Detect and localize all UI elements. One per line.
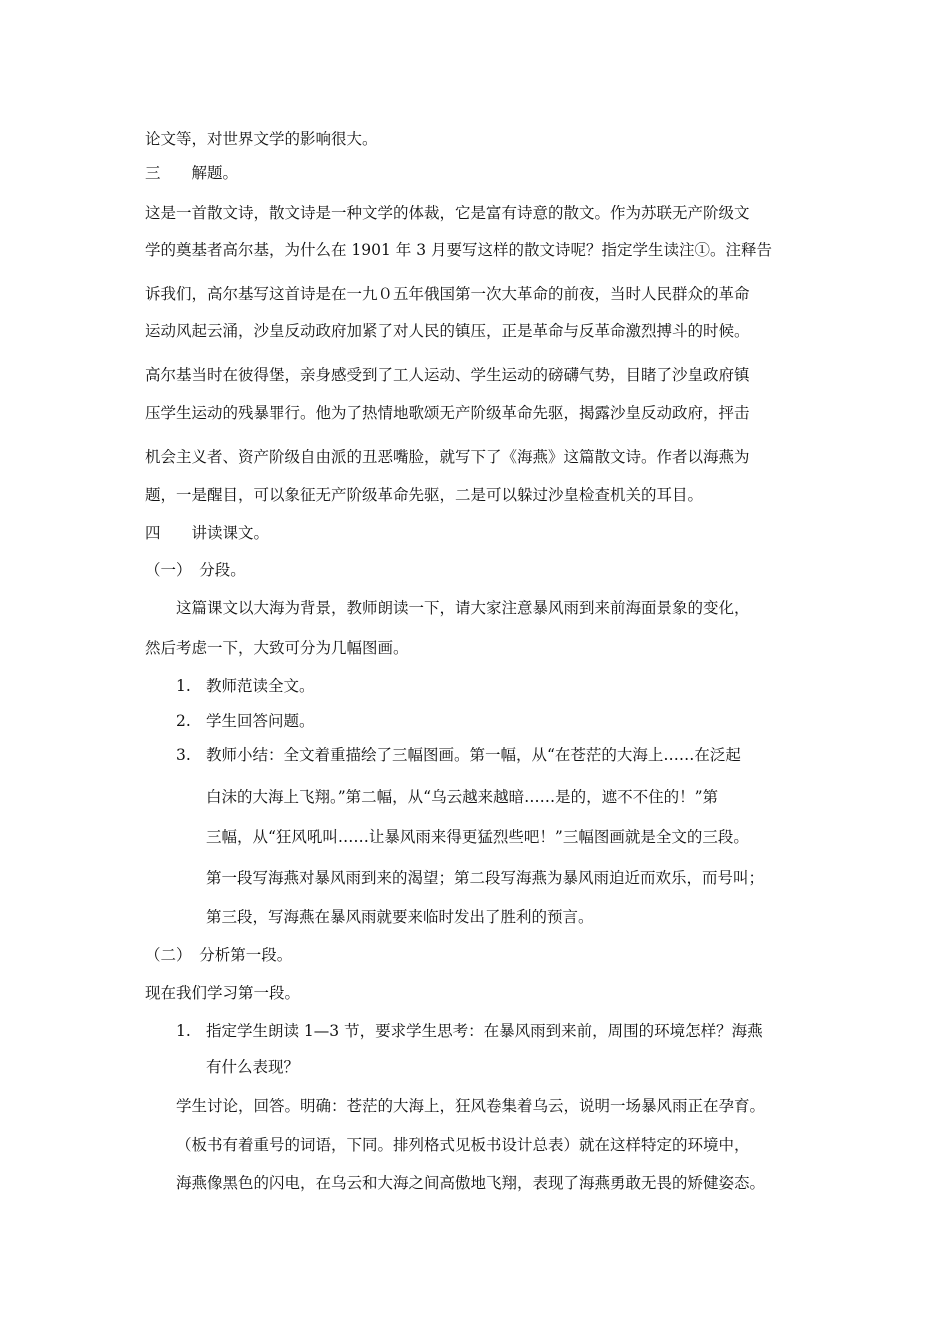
text-line: 现在我们学习第一段。 xyxy=(145,984,301,1002)
section-heading: 三 解题。 xyxy=(145,164,239,182)
section-heading: 四 讲读课文。 xyxy=(145,524,270,542)
text-line: 学的奠基者高尔基，为什么在 1901 年 3 月要写这样的散文诗呢？指定学生读注①。注释告 xyxy=(145,241,773,259)
list-item: 学生回答问题。 xyxy=(206,712,315,730)
text-line: 机会主义者、资产阶级自由派的丑恶嘴脸，就写下了《海燕》这篇散文诗。作者以海燕为 xyxy=(145,448,750,466)
list-item: 指定学生朗读 1—3 节，要求学生思考：在暴风雨到来前，周围的环境怎样？海燕 xyxy=(206,1022,763,1040)
text-line: 这篇课文以大海为背景，教师朗读一下，请大家注意暴风雨到来前海面景象的变化， xyxy=(176,599,750,617)
text-line: 题，一是醒目，可以象征无产阶级革命先驱，二是可以躲过沙皇检查机关的耳目。 xyxy=(145,486,704,504)
subsection-heading: （二） 分析第一段。 xyxy=(145,946,293,964)
list-item-continued: 有什么表现？ xyxy=(206,1058,300,1076)
subsection-heading: （一） 分段。 xyxy=(145,561,246,579)
list-item: 教师小结：全文着重描绘了三幅图画。第一幅，从“在苍茫的大海上……在泛起 xyxy=(206,746,741,764)
list-item-continued: 第一段写海燕对暴风雨到来的渴望；第二段写海燕为暴风雨迫近而欢乐，而号叫； xyxy=(206,869,765,887)
list-number: 2. xyxy=(176,712,191,730)
text-line: 论文等，对世界文学的影响很大。 xyxy=(145,130,378,148)
text-line: （板书有着重号的词语，下同。排列格式见板书设计总表）就在这样特定的环境中， xyxy=(176,1136,750,1154)
text-line: 海燕像黑色的闪电，在乌云和大海之间高傲地飞翔，表现了海燕勇敢无畏的矫健姿态。 xyxy=(176,1174,766,1192)
text-line: 高尔基当时在彼得堡，亲身感受到了工人运动、学生运动的磅礴气势，目睹了沙皇政府镇 xyxy=(145,366,750,384)
text-line: 学生讨论，回答。明确：苍茫的大海上，狂风卷集着乌云，说明一场暴风雨正在孕育。 xyxy=(176,1097,766,1115)
list-number: 1. xyxy=(176,1022,191,1040)
list-item-continued: 第三段，写海燕在暴风雨就要来临时发出了胜利的预言。 xyxy=(206,908,594,926)
list-number: 1. xyxy=(176,677,191,695)
list-number: 3. xyxy=(176,746,191,764)
text-line: 运动风起云涌，沙皇反动政府加紧了对人民的镇压，正是革命与反革命激烈搏斗的时候。 xyxy=(145,322,750,340)
text-line: 然后考虑一下，大致可分为几幅图画。 xyxy=(145,639,409,657)
list-item-continued: 三幅，从“狂风吼叫……让暴风雨来得更猛烈些吧！”三幅图画就是全文的三段。 xyxy=(206,828,749,846)
list-item: 教师范读全文。 xyxy=(206,677,315,695)
list-item-continued: 白沫的大海上飞翔。”第二幅，从“乌云越来越暗……是的，遮不不住的！”第 xyxy=(206,788,719,806)
text-line: 这是一首散文诗，散文诗是一种文学的体裁，它是富有诗意的散文。作为苏联无产阶级文 xyxy=(145,204,750,222)
text-line: 压学生运动的残暴罪行。他为了热情地歌颂无产阶级革命先驱，揭露沙皇反动政府，抨击 xyxy=(145,404,750,422)
text-line: 诉我们，高尔基写这首诗是在一九０五年俄国第一次大革命的前夜，当时人民群众的革命 xyxy=(145,285,750,303)
